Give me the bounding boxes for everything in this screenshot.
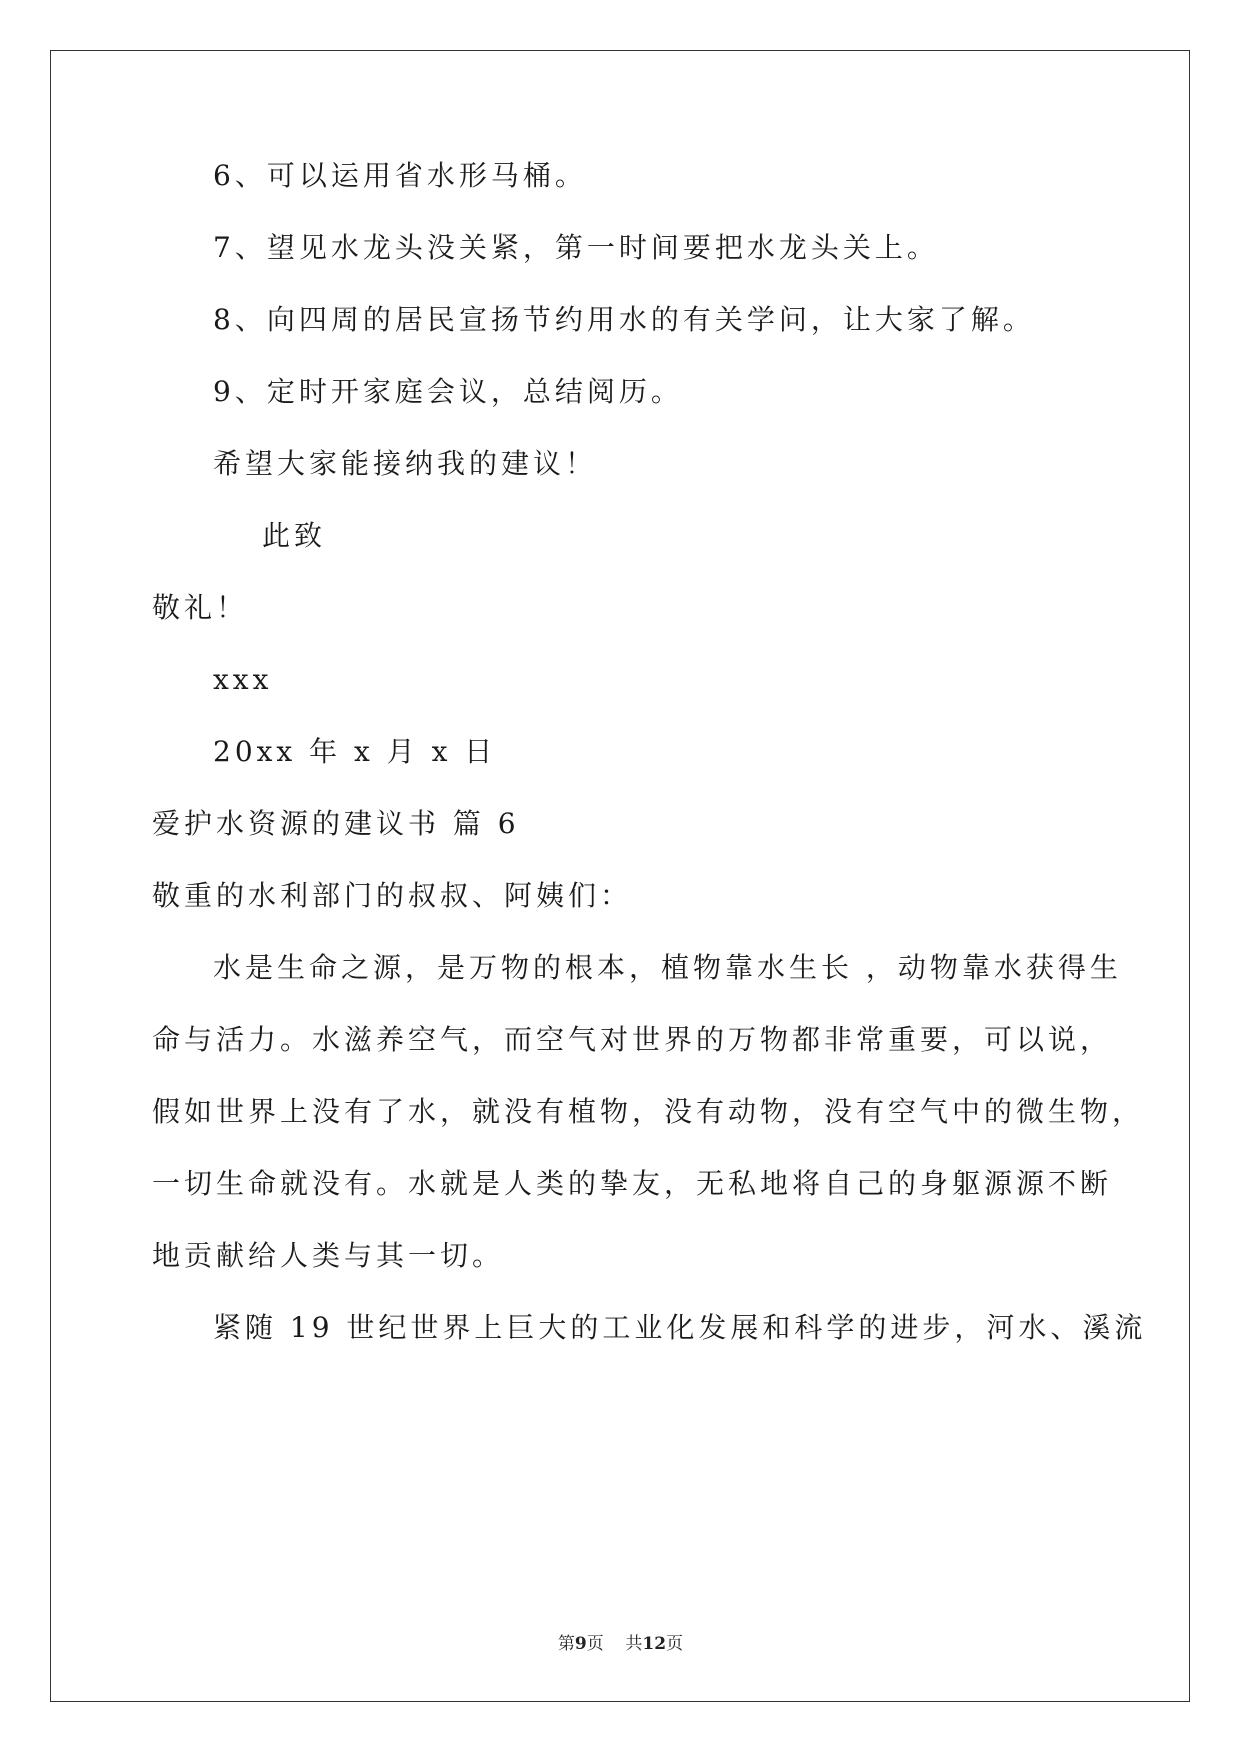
list-item-6: 6、可以运用省水形马桶。 bbox=[213, 159, 587, 192]
salutation-jingli: 敬礼！ bbox=[152, 591, 249, 624]
paragraph-line: 紧随 19 世纪世界上巨大的工业化发展和科学的进步，河水、溪流 bbox=[213, 1311, 1147, 1344]
signature-date: 20xx 年 x 月 x 日 bbox=[213, 735, 497, 768]
page-number-footer bbox=[0, 1633, 1241, 1655]
list-item-7: 7、望见水龙头没关紧，第一时间要把水龙头关上。 bbox=[213, 231, 939, 264]
paragraph-line: 假如世界上没有了水，就没有植物，没有动物，没有空气中的微生物， bbox=[152, 1095, 1145, 1128]
page-border bbox=[50, 50, 1190, 1702]
footer-middle: 页 共 bbox=[586, 1634, 643, 1654]
footer-prefix: 第 bbox=[557, 1634, 575, 1654]
total-page-number: 12 bbox=[642, 1634, 667, 1654]
paragraph-line: 水是生命之源，是万物的根本，植物靠水生长 ，动物靠水获得生 bbox=[213, 951, 1122, 984]
letter-greeting: 敬重的水利部门的叔叔、阿姨们： bbox=[152, 879, 633, 912]
paragraph-line: 命与活力。水滋养空气，而空气对世界的万物都非常重要，可以说， bbox=[152, 1023, 1113, 1056]
closing-hope: 希望大家能接纳我的建议！ bbox=[213, 447, 598, 480]
paragraph-line: 一切生命就没有。水就是人类的挚友，无私地将自己的身躯源源不断 bbox=[152, 1167, 1113, 1200]
signature-name: xxx bbox=[213, 663, 273, 696]
current-page-number: 9 bbox=[574, 1634, 587, 1654]
footer-suffix: 页 bbox=[666, 1634, 684, 1654]
list-item-9: 9、定时开家庭会议，总结阅历。 bbox=[213, 375, 683, 408]
salutation-cizhi: 此致 bbox=[262, 519, 327, 552]
list-item-8: 8、向四周的居民宣扬节约用水的有关学问，让大家了解。 bbox=[213, 303, 1035, 336]
section-title: 爱护水资源的建议书 篇 6 bbox=[152, 807, 520, 840]
paragraph-line: 地贡献给人类与其一切。 bbox=[152, 1239, 505, 1272]
